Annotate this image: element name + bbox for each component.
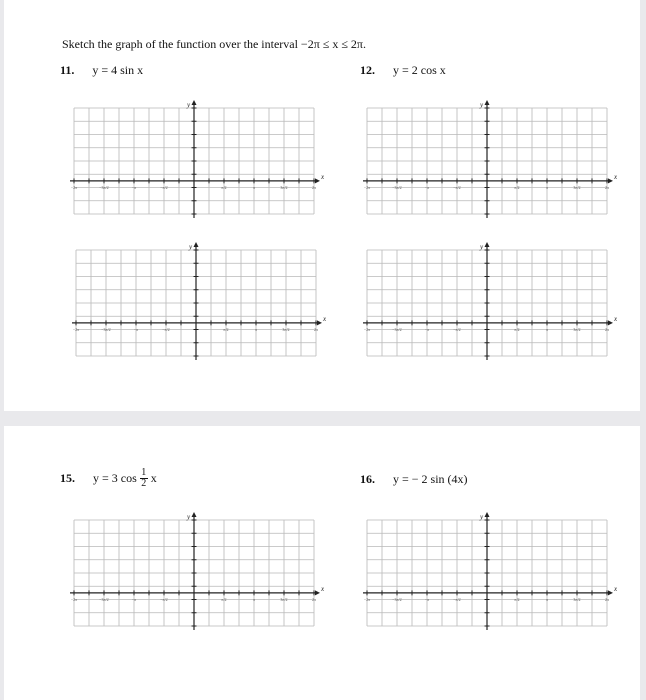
- x-tick-label: −3π/2: [101, 326, 111, 332]
- x-tick-label: π/2: [223, 326, 229, 332]
- y-axis-label: y: [187, 513, 191, 521]
- problem-12: [360, 63, 446, 78]
- x-tick-label: 3π/2: [280, 596, 288, 602]
- x-tick-label: 2π: [313, 326, 319, 332]
- x-tick-label: −2π: [72, 326, 80, 332]
- x-tick-label: −2π: [363, 596, 371, 602]
- x-tick-label: 2π: [604, 596, 610, 602]
- coordinate-grid-svg: [359, 96, 618, 222]
- x-tick-label: −3π/2: [392, 184, 402, 190]
- y-axis-label: y: [480, 243, 484, 251]
- fraction-denominator: 2: [141, 478, 147, 489]
- y-axis-label: y: [480, 513, 484, 521]
- x-tick-label: −π: [131, 596, 137, 602]
- problem-11-number: 11.: [60, 63, 75, 77]
- x-tick-label: π: [545, 184, 549, 190]
- problem-12-number: 12.: [360, 63, 375, 77]
- y-axis-arrow: [485, 100, 490, 105]
- x-tick-label: −2π: [363, 326, 371, 332]
- x-tick-label: π: [254, 326, 258, 332]
- worksheet-page-2: [4, 426, 640, 700]
- y-axis-arrow: [192, 512, 197, 517]
- y-axis-arrow: [194, 242, 199, 247]
- x-tick-label: −3π/2: [99, 596, 109, 602]
- y-axis-arrow: [192, 100, 197, 105]
- coordinate-grid-svg: [66, 508, 325, 634]
- x-tick-label: −π: [424, 184, 430, 190]
- x-tick-label: 3π/2: [282, 326, 290, 332]
- x-tick-label: −π/2: [160, 596, 168, 602]
- coordinate-grid-svg: [68, 238, 327, 364]
- problem-15-equation-prefix: y = 3 cos: [93, 471, 137, 485]
- x-tick-label: −2π: [70, 184, 78, 190]
- problem-16-equation: y = − 2 sin (4x): [393, 472, 468, 486]
- x-tick-label: 2π: [311, 184, 317, 190]
- x-tick-label: −π/2: [160, 184, 168, 190]
- x-tick-label: 2π: [604, 326, 610, 332]
- x-tick-label: 3π/2: [280, 184, 288, 190]
- x-tick-label: π: [545, 326, 549, 332]
- x-axis-arrow: [315, 590, 320, 595]
- x-tick-label: −π: [424, 326, 430, 332]
- x-axis-arrow: [608, 320, 613, 325]
- x-tick-label: −3π/2: [392, 326, 402, 332]
- problem-15-number: 15.: [60, 471, 75, 485]
- x-tick-label: 3π/2: [573, 184, 581, 190]
- graph-grid-problem-14: [359, 238, 618, 364]
- x-tick-label: 3π/2: [573, 326, 581, 332]
- y-axis-label: y: [480, 101, 484, 109]
- x-tick-label: −π/2: [453, 596, 461, 602]
- x-axis-arrow: [317, 320, 322, 325]
- x-axis-arrow: [608, 590, 613, 595]
- problem-11: [60, 63, 143, 78]
- x-tick-label: −3π/2: [392, 596, 402, 602]
- one-half-fraction: [140, 468, 148, 489]
- x-axis-label: x: [323, 314, 327, 323]
- x-tick-label: −π: [131, 184, 137, 190]
- coordinate-grid-svg: [359, 508, 618, 634]
- x-axis-arrow: [608, 178, 613, 183]
- graph-grid-problem-16: [359, 508, 618, 634]
- graph-grid-problem-15: [66, 508, 325, 634]
- x-tick-label: −3π/2: [99, 184, 109, 190]
- x-tick-label: −π/2: [453, 326, 461, 332]
- x-tick-label: 2π: [311, 596, 317, 602]
- y-axis-label: y: [187, 101, 191, 109]
- x-axis-label: x: [614, 314, 618, 323]
- y-axis-arrow: [485, 512, 490, 517]
- problem-15-equation-suffix: x: [150, 471, 157, 485]
- x-tick-label: π/2: [514, 596, 520, 602]
- instructions: Sketch the graph of the function over the interval −2π ≤ x ≤ 2π.: [62, 37, 366, 51]
- problem-16-number: 16.: [360, 472, 375, 486]
- worksheet-page-1: [4, 0, 640, 411]
- x-tick-label: π: [252, 184, 256, 190]
- x-tick-label: 3π/2: [573, 596, 581, 602]
- coordinate-grid-svg: [359, 238, 618, 364]
- x-tick-label: π: [252, 596, 256, 602]
- graph-grid-problem-13: [68, 238, 327, 364]
- problem-15: [60, 468, 157, 489]
- y-axis-arrow: [485, 242, 490, 247]
- x-tick-label: π/2: [514, 184, 520, 190]
- coordinate-grid-svg: [66, 96, 325, 222]
- problem-12-equation: y = 2 cos x: [393, 63, 446, 77]
- problem-16: [360, 472, 468, 487]
- x-axis-label: x: [614, 172, 618, 181]
- x-axis-arrow: [315, 178, 320, 183]
- x-tick-label: −2π: [70, 596, 78, 602]
- x-axis-label: x: [614, 584, 618, 593]
- x-tick-label: 2π: [604, 184, 610, 190]
- x-tick-label: π/2: [221, 184, 227, 190]
- x-axis-label: x: [321, 584, 325, 593]
- graph-grid-problem-12: [359, 96, 618, 222]
- fraction-numerator: 1: [141, 467, 147, 478]
- x-tick-label: π: [545, 596, 549, 602]
- x-tick-label: −π/2: [162, 326, 170, 332]
- x-tick-label: −π/2: [453, 184, 461, 190]
- problem-11-equation: y = 4 sin x: [92, 63, 144, 77]
- y-axis-label: y: [189, 243, 193, 251]
- x-tick-label: −2π: [363, 184, 371, 190]
- x-tick-label: π/2: [514, 326, 520, 332]
- x-tick-label: π/2: [221, 596, 227, 602]
- graph-grid-problem-11: [66, 96, 325, 222]
- x-axis-label: x: [321, 172, 325, 181]
- x-tick-label: −π: [133, 326, 139, 332]
- x-tick-label: −π: [424, 596, 430, 602]
